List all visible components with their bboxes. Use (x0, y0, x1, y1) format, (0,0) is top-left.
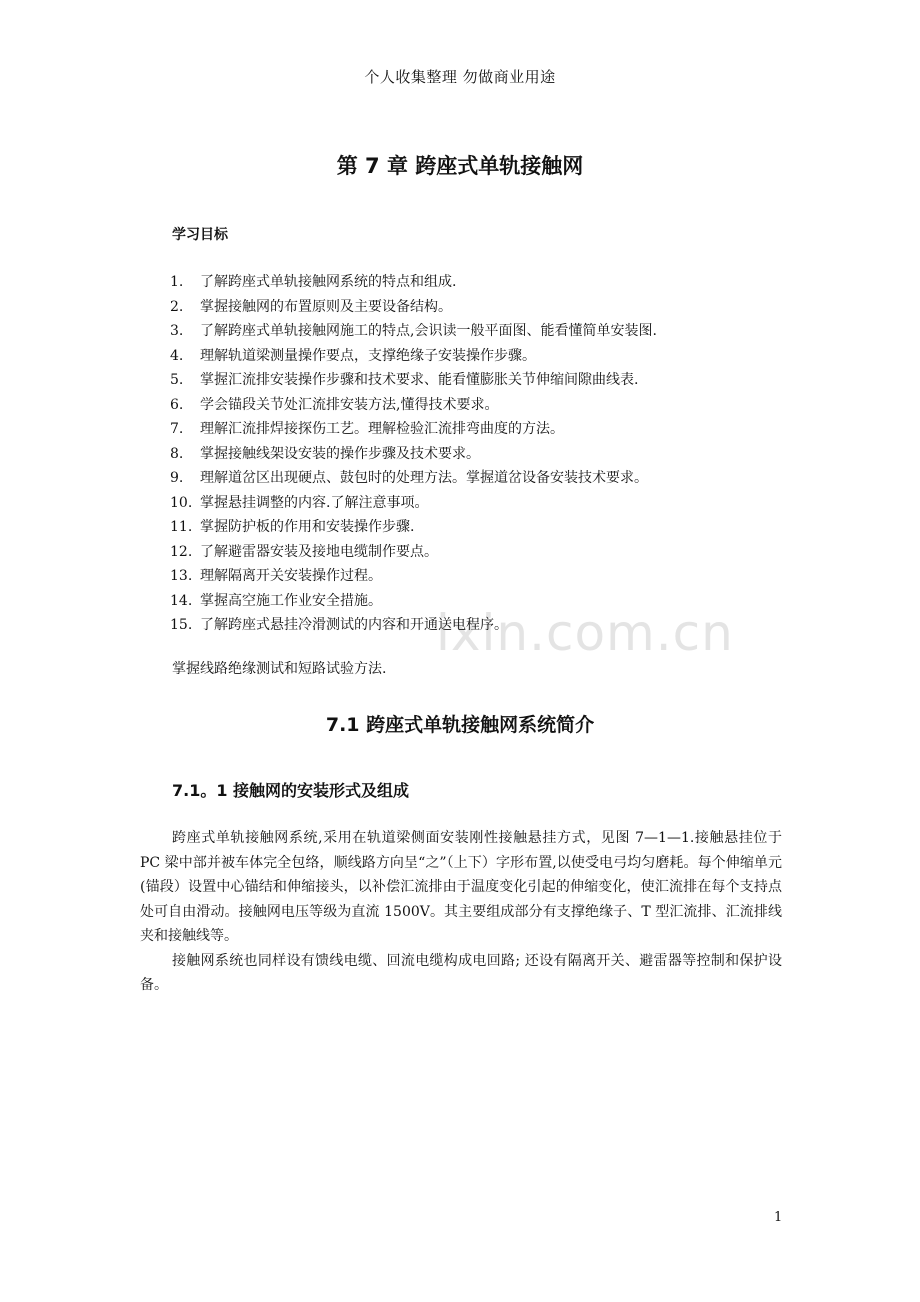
goal-text: 掌握汇流排安装操作步骤和技术要求、能看懂膨胀关节伸缩间隙曲线表. (200, 372, 639, 388)
chapter-title: 第 7 章 跨座式单轨接触网 (336, 154, 584, 178)
goal-number: 15. (170, 617, 193, 633)
goal-number: 10. (170, 494, 193, 511)
goal-text: 掌握悬挂调整的内容.了解注意事项。 (200, 494, 429, 511)
goals-heading: 学习目标 (172, 227, 228, 243)
goal-text: 掌握高空施工作业安全措施。 (200, 592, 382, 609)
goal-number: 11. (170, 519, 193, 535)
goal-item (170, 613, 780, 638)
section-title: 7.1 跨座式单轨接触网系统简介 (325, 714, 595, 736)
goal-item (170, 319, 780, 344)
goal-number: 3. (170, 323, 184, 339)
goal-item (170, 417, 780, 442)
goal-item (170, 295, 780, 320)
goal-item (170, 564, 780, 589)
goal-number: 13. (170, 568, 193, 584)
body-paragraph: 跨座式单轨接触网系统,采用在轨道梁侧面安装刚性接触悬挂方式，见图 7—1—1.接触悬挂位于 PC 梁中部并被车体完全包络，顺线路方向呈“之”（上下）字形布置,以使受电弓均匀磨耗。每个伸缩单元(锚段）设置中心锚结和伸缩接头，以补偿汇流排由于温度变化引起的伸缩变化，使汇流排在每个支持点处可自由滑动。接触网电压等级为直流 1500V。其主要组成部分有支撑绝缘子、T 型汇流排、汇流排线夹和接触线等。 (140, 830, 782, 944)
goal-text: 掌握接触网的布置原则及主要设备结构。 (200, 298, 452, 315)
goal-text: 理解轨道梁测量操作要点，支撑绝缘子安装操作步骤。 (200, 347, 536, 364)
goals-list (170, 270, 780, 638)
goal-item (170, 515, 780, 540)
goal-text: 了解跨座式单轨接触网施工的特点,会识读一般平面图、能看懂简单安装图. (200, 323, 657, 339)
goal-number: 8. (170, 445, 184, 462)
goal-text: 理解道岔区出现硬点、鼓包时的处理方法。掌握道岔设备安装技术要求。 (200, 470, 648, 486)
body-paragraph: 接触网系统也同样设有馈线电缆、回流电缆构成电回路; 还设有隔离开关、避雷器等控制和保护设备。 (140, 952, 782, 993)
goal-text: 掌握接触线架设安装的操作步骤及技术要求。 (200, 445, 480, 462)
goal-text: 掌握防护板的作用和安装操作步骤. (200, 519, 415, 535)
goal-number: 6. (170, 396, 184, 413)
goal-text: 理解隔离开关安装操作过程。 (200, 568, 382, 584)
goal-number: 9. (170, 470, 184, 486)
goal-number: 1. (170, 274, 184, 290)
goal-item (170, 270, 780, 295)
goal-text: 了解跨座式悬挂冷滑测试的内容和开通送电程序。 (200, 617, 508, 633)
goal-item (170, 344, 780, 369)
goal-item (170, 466, 780, 491)
goal-text: 了解跨座式单轨接触网系统的特点和组成. (200, 274, 457, 290)
subsection-title: 7.1。1 接触网的安装形式及组成 (172, 781, 410, 800)
goal-item (170, 442, 780, 467)
goal-number: 14. (170, 592, 193, 609)
goal-text: 理解汇流排焊接探伤工艺。理解检验汇流排弯曲度的方法。 (200, 421, 564, 437)
goal-item (170, 368, 780, 393)
goal-number: 12. (170, 543, 193, 560)
goal-text: 了解避雷器安装及接地电缆制作要点。 (200, 543, 438, 560)
goals-extra-line: 掌握线路绝缘测试和短路试验方法. (172, 661, 387, 677)
goal-number: 2. (170, 298, 184, 315)
goal-item (170, 540, 780, 565)
goal-number: 7. (170, 421, 184, 437)
page-number: 1 (774, 1210, 783, 1225)
header-note: 个人收集整理 勿做商业用途 (364, 68, 556, 86)
goal-item (170, 393, 780, 418)
body-text (140, 826, 782, 998)
goal-item (170, 491, 780, 516)
goal-text: 学会锚段关节处汇流排安装方法,懂得技术要求。 (200, 396, 499, 413)
goal-number: 4. (170, 347, 184, 364)
goal-item (170, 589, 780, 614)
watermark: ixin.com.cn (436, 604, 734, 662)
goal-number: 5. (170, 372, 184, 388)
